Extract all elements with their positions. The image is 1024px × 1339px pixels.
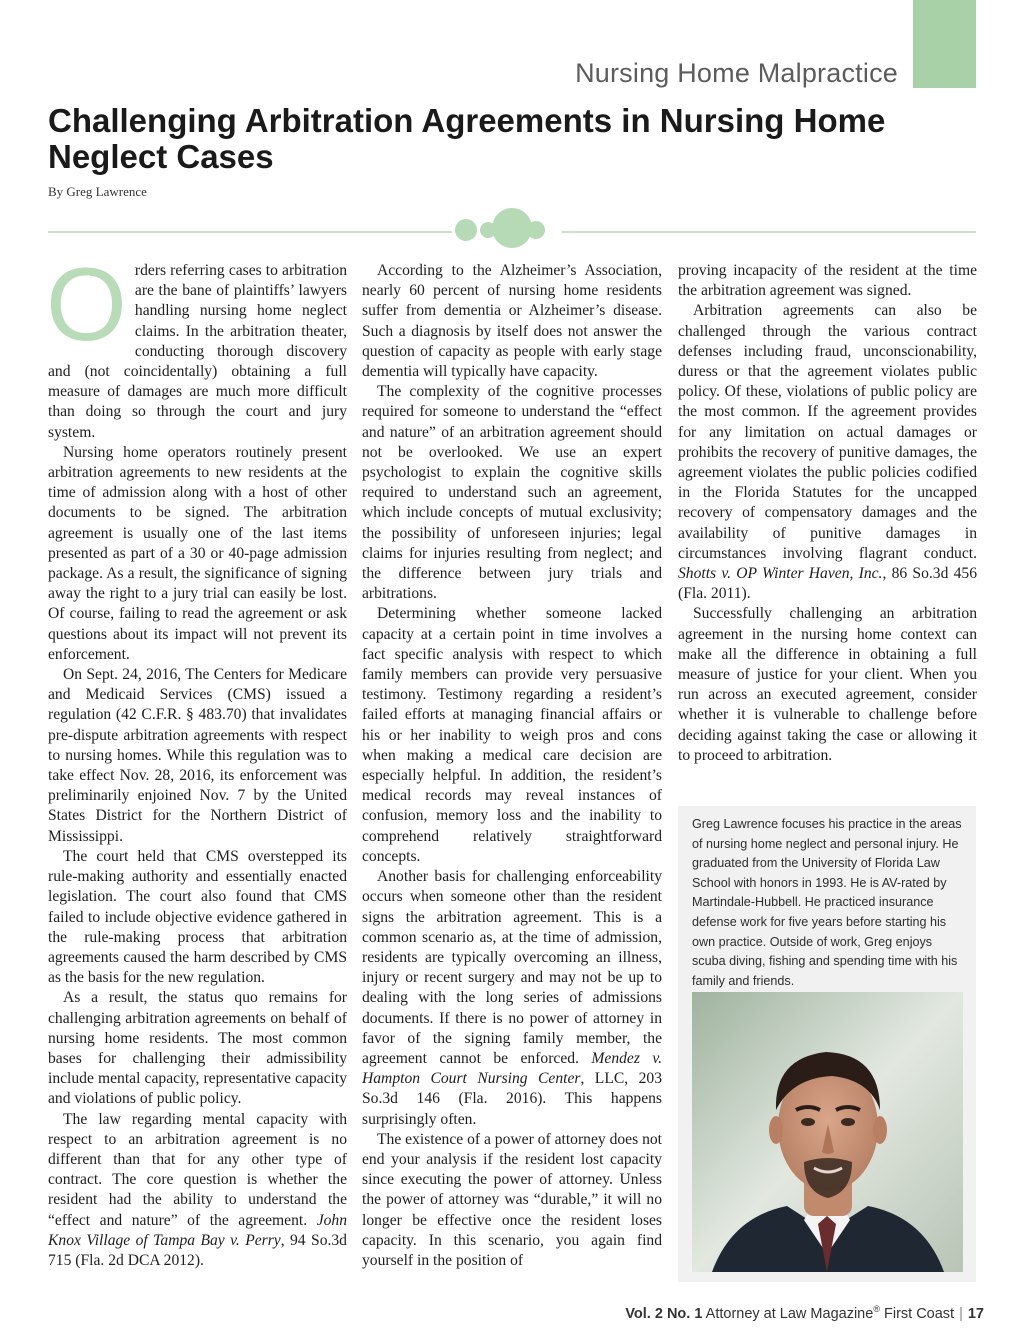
- author-portrait: [692, 992, 963, 1272]
- author-bio: Greg Lawrence focuses his practice in the areas of nursing home neglect and personal injury. He graduated from the University of Florida Law School with honors in 1993. He is AV-rated by Martindale-Hubbell. He practiced insurance defense work for five years before starting his own practice. Outside of work, Greg enjoys scuba diving, fishing and spending time with his family and friends.: [692, 817, 962, 988]
- paragraph: proving incapacity of the resident at the time the arbitration agreement was signed.: [678, 262, 977, 300]
- page-number: 17: [967, 1305, 984, 1322]
- edition-name: First Coast: [883, 1305, 955, 1322]
- drop-cap: O: [46, 247, 127, 363]
- decorative-dots-icon: [452, 205, 562, 255]
- case-citation: John Knox Village of Tampa Bay v. Perry: [48, 1211, 347, 1249]
- case-citation: Shotts v. OP Winter Haven, Inc.: [678, 565, 883, 583]
- article-headline: Challenging Arbitration Agreements in Nursing Home Neglect Cases: [48, 102, 886, 175]
- author-bio-box: [678, 806, 976, 1282]
- corner-accent-block: [913, 0, 976, 88]
- paragraph: As a result, the status quo remains for challenging arbitration agreements on behalf of nursing home residents. The most common bases for challenging their admissibility include mental capacity, representative capacity and violations of public policy.: [48, 989, 347, 1108]
- paragraph: The complexity of the cognitive processes required for someone to understand the “effect and nature” of an arbitration agreement should not be overlooked. We use an expert psychologist to explain the cognitive skills required to understand such an agreement, which include concepts of mutual exclusivity; the possibility of unforeseen injuries; legal claims for injuries resulting from neglect; and the difference between jury trials and arbitrations.: [362, 383, 662, 603]
- paragraph: The law regarding mental capacity with respect to an arbitration agreement is no different than that for any other type of contract. The core question is whether the resident had the ability to understand the “effect and nature” of the agreement. John Knox Village of Tampa Bay v. Perry, 94 So.3d 715 (Fla. 2d DCA 2012).: [48, 1110, 347, 1269]
- paragraph: Successfully challenging an arbitration agreement in the nursing home context can make all the difference in obtaining a full measure of justice for your client. When you run across an executed agreement, consider whether it is vulnerable to challenge before deciding against taking the case or allowing it to proceed to arbitration.: [678, 605, 977, 764]
- section-label: Nursing Home Malpractice: [575, 58, 898, 88]
- paragraph: On Sept. 24, 2016, The Centers for Medicare and Medicaid Services (CMS) issued a regulation (42 C.F.R. § 483.70) that invalidates pre-dispute arbitration agreements with respect to nursing homes. While this regulation was to take effect Nov. 28, 2016, its enforcement was preliminarily enjoined Nov. 7 by the United States District for the Northern District of Mississippi.: [48, 666, 347, 845]
- byline: By Greg Lawrence: [48, 184, 147, 199]
- footer-separator: |: [959, 1305, 963, 1322]
- page-footer: Vol. 2 No. 1 Attorney at Law Magazine® First Coast | 17: [625, 1304, 984, 1322]
- article-column-3: [678, 261, 977, 766]
- volume-label: Vol. 2 No. 1: [625, 1305, 703, 1322]
- case-citation: Mendez v. Hampton Court Nursing Center: [362, 1049, 662, 1088]
- paragraph: Orders referring cases to arbitration are the bane of plaintiffs’ lawyers handling nursing home neglect claims. In the arbitration theater, conducting thorough discovery and (not coincidentally) obtaining a full measure of damages are much more difficult than doing so through the court and jury system.: [46, 247, 347, 441]
- paragraph: The court held that CMS overstepped its rule-making authority and essentially enacted legislation. The court also found that CMS failed to include objective evidence gathered in the rule-making process that arbitration agreements caused the harm described by CMS as the basis for the new regulation.: [48, 847, 347, 987]
- paragraph: The existence of a power of attorney does not end your analysis if the resident lost capacity since executing the power of attorney. Unless the power of attorney was “durable,” it will no longer be effective once the resident loses capacity. In this scenario, you again find yourself in the position of: [362, 1130, 662, 1269]
- magazine-name: Attorney at Law Magazine: [705, 1305, 874, 1322]
- paragraph: According to the Alzheimer’s Association, nearly 60 percent of nursing home residents suffer from dementia or Alzheimer’s disease. Such a diagnosis by itself does not answer the question of capacity as people with early stage dementia will typically have capacity.: [362, 262, 662, 381]
- article-column-2: [362, 261, 662, 1271]
- article-column-1: [46, 247, 347, 1271]
- paragraph: Determining whether someone lacked capacity at a certain point in time involves a fact specific analysis with respect to which family members can provide very persuasive testimony. Testimony regarding a resident’s failed efforts at managing financial affairs or his or her inability to weigh pros and cons when making a medical care decision are especially helpful. In addition, the resident’s medical records may reveal instances of confusion, memory loss and the inability to comprehend relatively straightforward concepts.: [362, 605, 662, 865]
- paragraph: Arbitration agreements can also be challenged through the various contract defenses including fraud, unconscionability, duress or that the agreement violates public policy. Of these, violations of public policy are the most common. If the agreement provides for any limitation on actual damages or prohibits the recovery of punitive damages, the agreement violates the public policies codified in the Florida Statutes for the uncapped recovery of compensatory damages and the availability of punitive damages in circumstances involving flagrant conduct. Shotts v. OP Winter Haven, Inc., 86 So.3d 456 (Fla. 2011).: [678, 302, 977, 603]
- paragraph: Another basis for challenging enforceability occurs when someone other than the resident signs the arbitration agreement. This is a common scenario as, at the time of admission, residents are typically overcoming an illness, injury or recent surgery and may not be up to dealing with the long series of admissions documents. If there is no power of attorney in favor of the signing family member, the agreement cannot be enforced. Mendez v. Hampton Court Nursing Center, LLC, 203 So.3d 146 (Fla. 2016). This happens surprisingly often.: [362, 868, 662, 1128]
- paragraph: Nursing home operators routinely present arbitration agreements to new residents at the time of admission along with a host of other documents to be signed. The arbitration agreement is usually one of the last items presented as part of a 30 or 40-page admission package. As a result, the significance of signing away the right to a jury trial can easily be lost. Of course, failing to read the agreement or ask questions about its impact will not prevent its enforcement.: [48, 443, 347, 663]
